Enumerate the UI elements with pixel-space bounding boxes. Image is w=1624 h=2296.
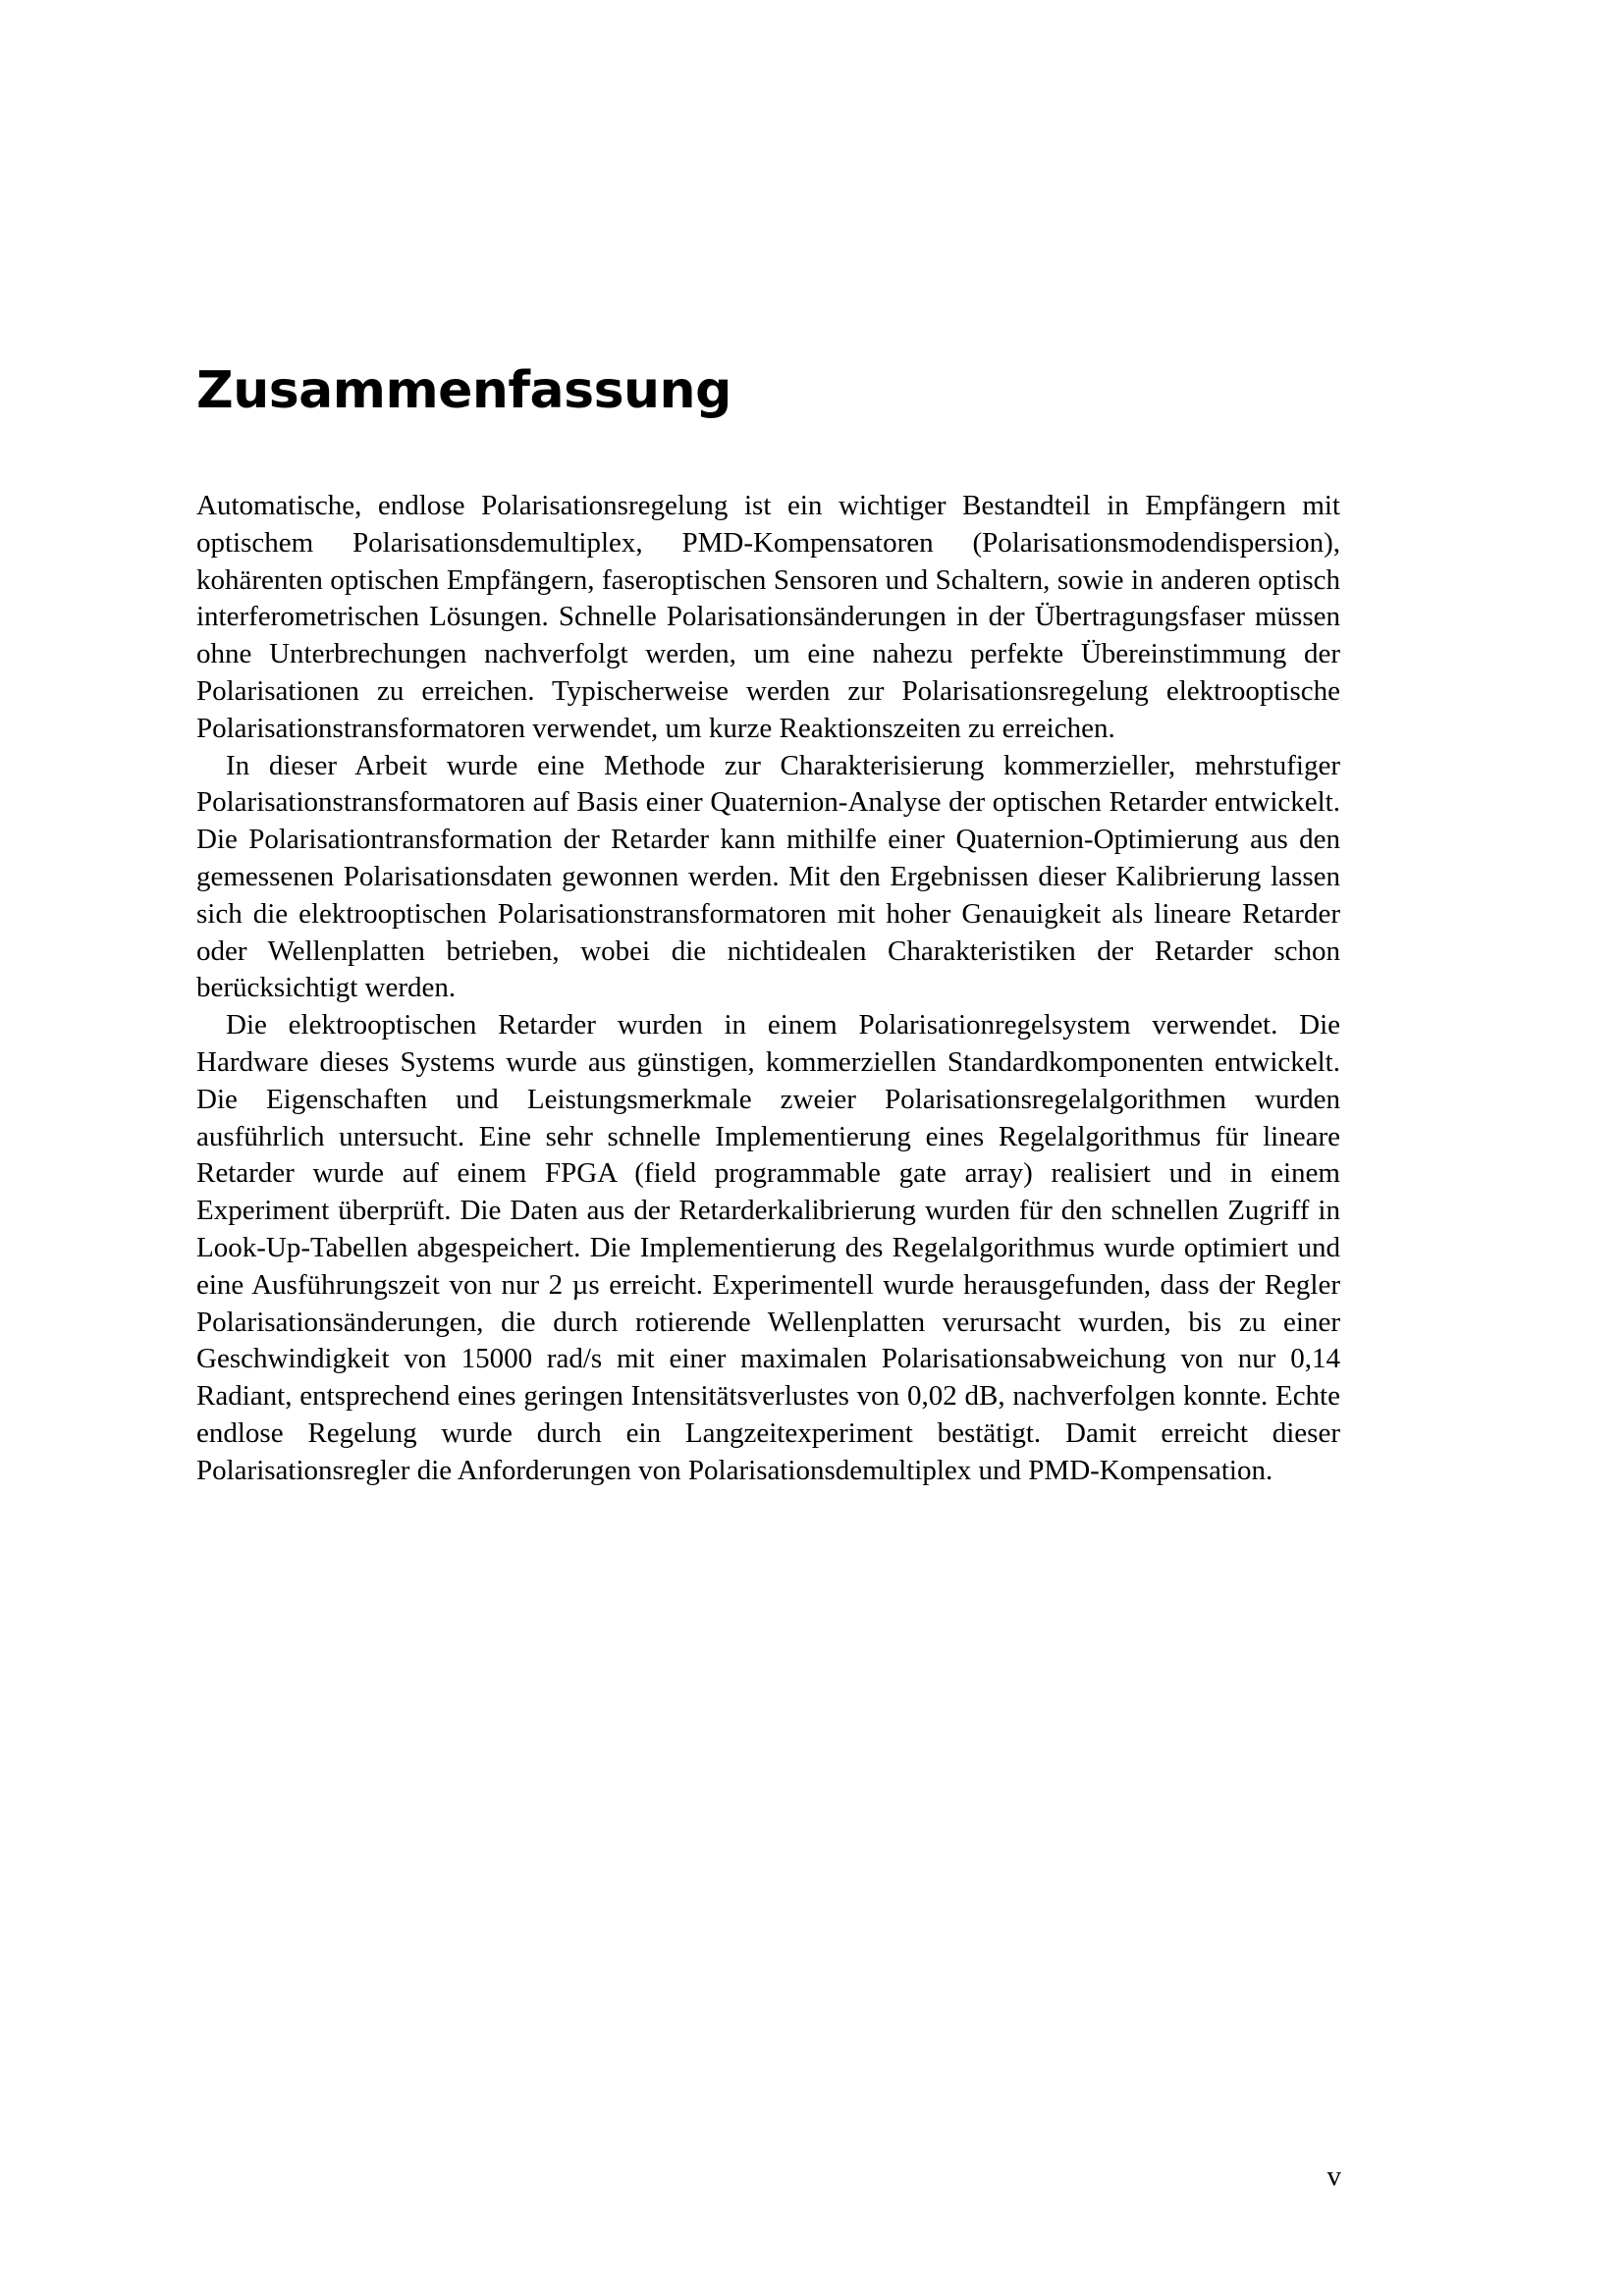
paragraph-3: Die elektrooptischen Retarder wurden in einem Polarisationregelsystem verwendet. Die Hardware dieses Systems wurde aus günstigen, kommerziellen Standardkomponenten entwickelt. Die Eigenschaften und Leistungsmerkmale zweier Polarisationsregelalgorithmen wurden ausführlich untersucht. Eine sehr schnelle Implementierung eines Regelalgorithmus für lineare Retarder wurde auf einem FPGA (field programmable gate array) realisiert und in einem Experiment überprüft. Die Daten aus der Retarderkalibrierung wurden für den schnellen Zugriff in Look-Up-Tabellen abgespeichert. Die Implementierung des Regelalgorithmus wurde optimiert und eine Ausführungszeit von nur 2 µs erreicht. Experimentell wurde herausgefunden, dass der Regler Polarisationsänderungen, die durch rotierende Wellenplatten verursacht wurden, bis zu einer Geschwindigkeit von 15000 rad/s mit einer maximalen Polarisationsabweichung von nur 0,14 Radiant, entsprechend eines geringen Intensitätsverlustes von 0,02 dB, nachverfolgen konnte. Echte endlose Regelung wurde durch ein Langzeitexperiment bestätigt. Damit erreicht dieser Polarisationsregler die Anforderungen von Polarisationsdemultiplex und PMD-Kompensation. [196, 1009, 1340, 1486]
abstract-body [196, 488, 1340, 1490]
paragraph-2: In dieser Arbeit wurde eine Methode zur Charakterisierung kommerzieller, mehrstufiger Polarisationstransformatoren auf Basis einer Quaternion-Analyse der optischen Retarder entwickelt. Die Polarisationtransformation der Retarder kann mithilfe einer Quaternion-Optimierung aus den gemessenen Polarisationsdaten gewonnen werden. Mit den Ergebnissen dieser Kalibrierung lassen sich die elektrooptischen Polarisationstransformatoren mit hoher Genauigkeit als lineare Retarder oder Wellenplatten betrieben, wobei die nichtidealen Charakteristiken der Retarder schon berücksichtigt werden. [196, 749, 1340, 1004]
section-heading: Zusammenfassung [196, 361, 731, 420]
page-number: v [1326, 2161, 1341, 2192]
paragraph-1: Automatische, endlose Polarisationsregelung ist ein wichtiger Bestandteil in Empfängern mit optischem Polarisationsdemultiplex, PMD-Kompensatoren (Polarisationsmodendispersion), kohärenten optischen Empfängern, faseroptischen Sensoren und Schaltern, sowie in anderen optisch interferometrischen Lösungen. Schnelle Polarisationsänderungen in der Übertragungsfaser müssen ohne Unterbrechungen nachverfolgt werden, um eine nahezu perfekte Übereinstimmung der Polarisationen zu erreichen. Typischerweise werden zur Polarisationsregelung elektrooptische Polarisationstransformatoren verwendet, um kurze Reaktionszeiten zu erreichen. [196, 490, 1340, 744]
